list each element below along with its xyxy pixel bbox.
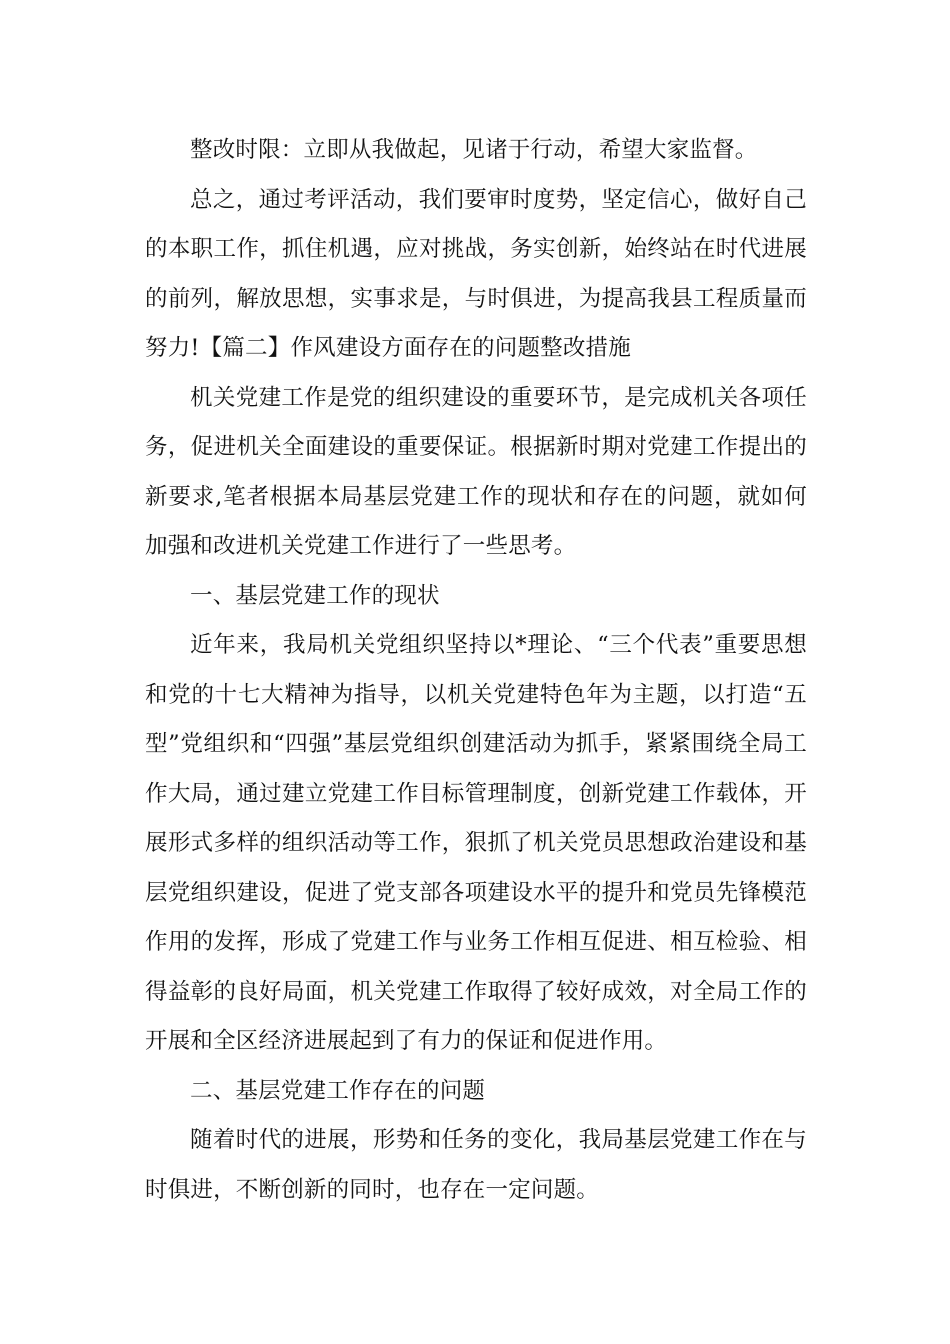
section-heading-current-status: 一、基层党建工作的现状: [190, 582, 440, 609]
document-body: [145, 126, 807, 1215]
paragraph-summary: 总之，通过考评活动，我们要审时度势，坚定信心，做好自己的本职工作，抓住机遇，应对挑战，务实创新，始终站在时代进展的前列，解放思想，实事求是，与时俱进，为提高我县工程质量而努力!【篇二】作风建设方面存在的问题整改措施: [145, 186, 807, 361]
paragraph-problems: 随着时代的进展，形势和任务的变化，我局基层党建工作在与时俱进，不断创新的同时，也存在一定问题。: [145, 1127, 807, 1203]
paragraph-rectification-deadline: 整改时限：立即从我做起，见诸于行动，希望大家监督。: [190, 137, 758, 163]
paragraph-current-status: 近年来，我局机关党组织坚持以*理论、“三个代表”重要思想和党的十七大精神为指导，以机关党建特色年为主题，以打造“五型”党组织和“四强”基层党组织创建活动为抓手，紧紧围绕全局工作大局，通过建立党建工作目标管理制度，创新党建工作载体，开展形式多样的组织活动等工作，狠抓了机关党员思想政治建设和基层党组织建设，促进了党支部各项建设水平的提升和党员先锋模范作用的发挥，形成了党建工作与业务工作相互促进、相互检验、相得益彰的良好局面，机关党建工作取得了较好成效，对全局工作的开展和全区经济进展起到了有力的保证和促进作用。: [145, 632, 807, 1054]
section-heading-problems: 二、基层党建工作存在的问题: [190, 1077, 486, 1104]
paragraph-introduction: 机关党建工作是党的组织建设的重要环节，是完成机关各项任务，促进机关全面建设的重要保证。根据新时期对党建工作提出的新要求,笔者根据本局基层党建工作的现状和存在的问题，就如何加强和改进机关党建工作进行了一些思考。: [145, 384, 807, 559]
